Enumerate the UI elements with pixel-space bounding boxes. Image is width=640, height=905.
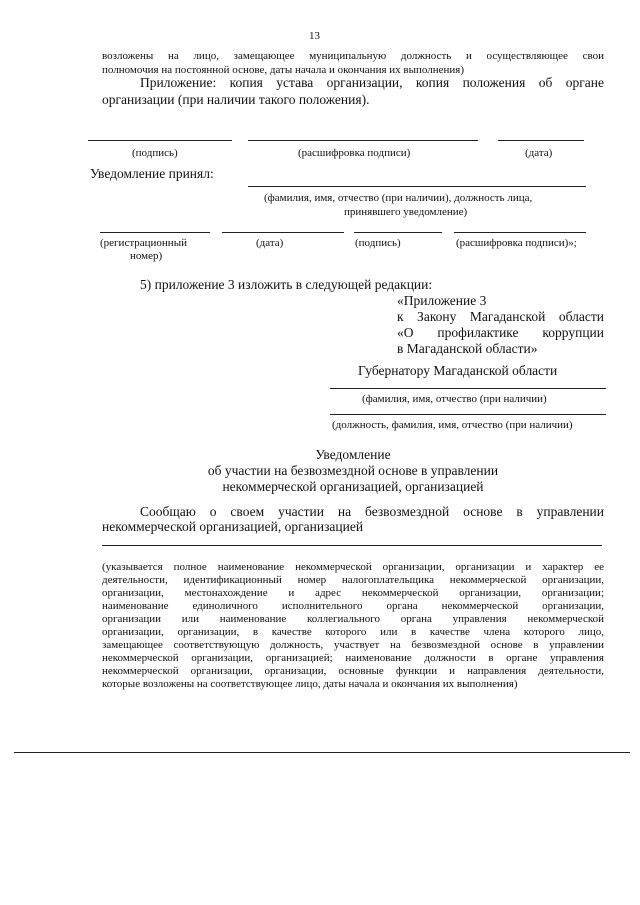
addressee-name-line [330,388,606,389]
received-label: Уведомление принял: [90,166,214,181]
reg-number-line [100,232,210,233]
appendix-line4: в Магаданской области» [397,341,538,356]
page-number: 13 [309,30,320,42]
decoding-caption: (расшифровка подписи) [298,147,411,159]
statement-line1: Сообщаю о своем участии на безвозмездной основе в управлении [140,504,604,519]
governor-addressee: Губернатору Магаданской области [358,363,558,378]
note-line: некоммерческой организации, организацией; наименование должности в органе управления [102,652,604,664]
statement-fill-line [102,545,602,546]
date-line [498,140,584,141]
reg-caption1: (регистрационный [100,237,187,249]
addressee-caption2: (должность, фамилия, имя, отчество (при наличии) [332,419,573,431]
attachment-line1: Приложение: копия устава организации, копия положения об органе [140,75,604,90]
notice-title-line1: Уведомление [315,447,391,462]
top-text-line1: возложены на лицо, замещающее муниципальную должность и осуществляющее свои [102,50,604,62]
reg-decoding-caption: (расшифровка подписи)»; [456,237,577,249]
appendix-line3: «О профилактике коррупции [397,325,604,340]
notice-title-line2: об участии на безвозмездной основе в управлении [207,463,499,478]
note-line: (указывается полное наименование некоммерческой организации, организации и характер ее [102,561,604,573]
reg-signature-line [354,232,442,233]
note-line: организации, местонахождение и адрес некоммерческой организации, организации; [102,587,604,599]
note-line: организации или наименование коллегиального органа управления некоммерческой [102,613,604,625]
statement-line2: некоммерческой организацией, организацией [102,519,364,534]
addressee-position-line [330,414,606,415]
note-line: некоммерческой организации, организации, основные функции и направления деятельности, [102,665,604,677]
reg-signature-caption: (подпись) [355,237,401,249]
received-caption1: (фамилия, имя, отчество (при наличии), должность лица, [264,192,533,204]
signature-caption: (подпись) [132,147,178,159]
bottom-rule [14,752,630,753]
received-caption2: принявшего уведомление) [344,206,468,218]
attachment-line2: организации (при наличии такого положения). [102,92,370,107]
reg-decoding-line [454,232,586,233]
top-text-line2: полномочия на постоянной основе, даты начала и окончания их выполнения) [102,64,464,76]
note-line: замещающее соответствующую должность, участвует на безвозмездной основе в управлении [102,639,604,651]
reg-date-caption: (дата) [256,237,284,249]
note-line: которые возложены на соответствующее лицо, даты начала и окончания их выполнения) [102,678,518,690]
addressee-caption1: (фамилия, имя, отчество (при наличии) [362,393,547,405]
item-5: 5) приложение 3 изложить в следующей редакции: [140,277,433,292]
decoding-line [248,140,478,141]
notice-title-line3: некоммерческой организацией, организацией [222,479,484,494]
reg-caption2: номер) [130,250,163,262]
received-line [248,186,586,187]
note-line: организации, организации, в качестве которого или в качестве члена которого лицо, [102,626,604,638]
reg-date-line [222,232,344,233]
appendix-line2: к Закону Магаданской области [397,309,604,324]
appendix-line1: «Приложение 3 [397,293,487,308]
note-line: деятельности, идентификационный номер налогоплательщика некоммерческой организации, [102,574,604,586]
signature-line [88,140,232,141]
date-caption: (дата) [525,147,553,159]
note-line: наименование единоличного исполнительного органа некоммерческой организации, [102,600,604,612]
